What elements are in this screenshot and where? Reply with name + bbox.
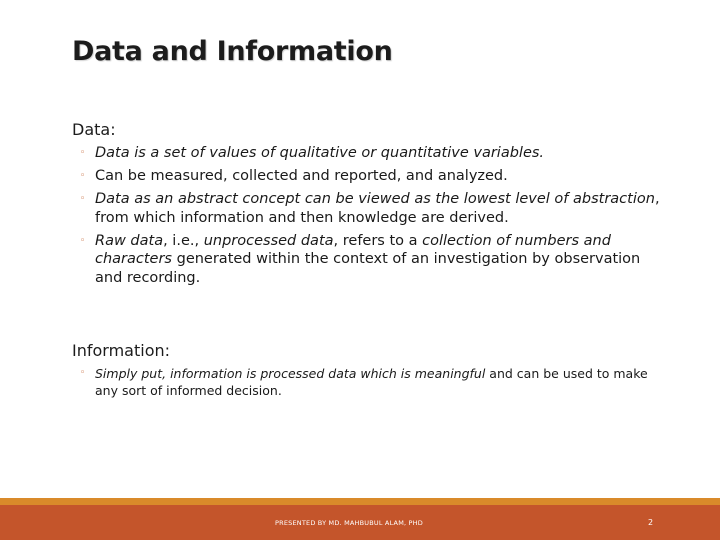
bullet-text-run: collection of numbers and characters — [95, 232, 611, 267]
presenter-credit: PRESENTED BY MD. MAHBUBUL ALAM, PHD — [275, 519, 423, 527]
bullet-item — [80, 144, 660, 163]
bullet-marker-icon: ◦ — [80, 171, 86, 181]
information-heading: Information: — [72, 341, 171, 360]
bullet-text-run: , from which information and then knowledge are derived. — [95, 191, 660, 226]
bullet-marker-icon: ◦ — [80, 368, 86, 378]
bullet-item — [80, 190, 660, 227]
data-bullet-list — [80, 144, 660, 292]
bullet-marker-icon: ◦ — [80, 235, 86, 246]
bullet-text-run: Raw data — [95, 232, 164, 249]
bullet-text-run: Data is a set of values of qualitative or quantitative variables. — [95, 145, 545, 161]
data-heading: Data: — [72, 120, 116, 139]
footer-bar — [0, 498, 720, 540]
information-bullet-list — [80, 365, 660, 404]
bullet-text-run: and can be used to make any sort of informed decision. — [95, 366, 648, 398]
bullet-item — [80, 365, 660, 399]
bullet-text-run: Can be measured, collected and reported, and analyzed. — [95, 168, 508, 184]
bullet-text-run: Data as an abstract concept can be viewed as the lowest level of abstraction — [95, 191, 655, 207]
bullet-marker-icon: ◦ — [80, 194, 86, 204]
bullet-item — [80, 167, 660, 186]
bullet-text-run: unprocessed data — [203, 232, 334, 249]
footer-accent-strip — [0, 498, 720, 505]
bullet-text-run: Simply put, information is processed data which is meaningful — [95, 366, 486, 381]
page-number: 2 — [648, 518, 654, 527]
bullet-marker-icon: ◦ — [80, 148, 86, 158]
bullet-text-run: , i.e., — [163, 232, 204, 249]
bullet-text-run: , refers to a — [333, 232, 423, 249]
bullet-item — [80, 232, 660, 288]
bullet-text-run: generated within the context of an investigation by observation and recording. — [95, 251, 641, 286]
slide-title: Data and Information — [72, 36, 393, 67]
